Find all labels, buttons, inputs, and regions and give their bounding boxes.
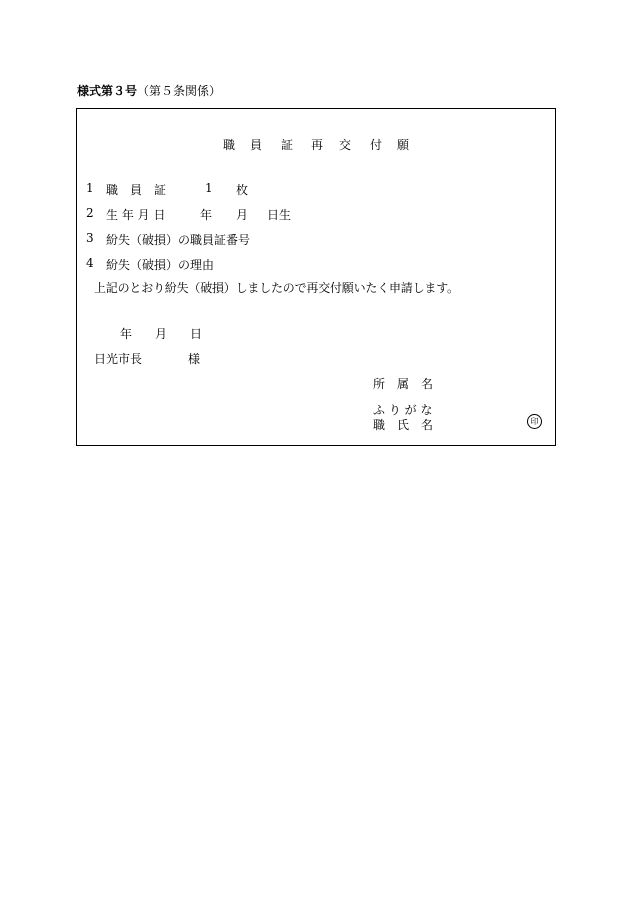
item2-label: 生 年 月 日 <box>106 208 166 222</box>
title-char: 願 <box>397 138 410 152</box>
item2-day: 日生 <box>267 208 292 222</box>
form-number: 様式第３号 <box>77 84 138 98</box>
request-statement: 上記のとおり紛失（破損）しましたので再交付願いたく申請します。 <box>94 281 459 295</box>
item2-month: 月 <box>236 208 249 222</box>
addressee-honorific: 様 <box>188 352 201 366</box>
form-number-label <box>77 82 221 99</box>
item1-unit: 枚 <box>236 183 249 197</box>
date-month: 月 <box>155 327 168 341</box>
applicant-name-label: 職 氏 名 <box>373 418 434 432</box>
title-char: 証 <box>281 138 294 152</box>
addressee-name: 日光市長 <box>94 352 143 366</box>
item1-number: 1 <box>86 181 94 195</box>
title-char: 再 <box>311 138 324 152</box>
date-year: 年 <box>120 327 133 341</box>
item2-number: 2 <box>86 206 94 220</box>
item4-label: 紛失（破損）の理由 <box>106 258 215 272</box>
title-char: 員 <box>250 138 263 152</box>
date-day: 日 <box>190 327 203 341</box>
title-char: 交 <box>339 138 352 152</box>
item1-label: 職 員 証 <box>106 183 167 197</box>
form-reference: （第５条関係） <box>137 84 222 98</box>
item3-label: 紛失（破損）の職員証番号 <box>106 233 251 247</box>
item1-count: 1 <box>205 181 213 195</box>
seal-icon: 印 <box>527 414 542 429</box>
application-form-box <box>76 108 556 446</box>
item4-number: 4 <box>86 256 94 270</box>
title-char: 付 <box>370 138 383 152</box>
applicant-furigana-label: ふ り が な <box>373 403 433 417</box>
item2-year: 年 <box>200 208 213 222</box>
item3-number: 3 <box>86 231 94 245</box>
applicant-department-label: 所 属 名 <box>373 377 434 391</box>
title-char: 職 <box>223 138 236 152</box>
